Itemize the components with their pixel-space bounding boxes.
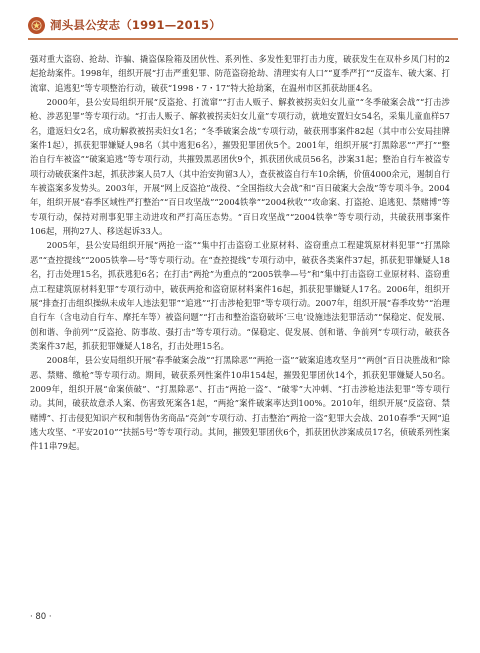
header-divider	[28, 38, 458, 40]
running-header	[28, 12, 458, 38]
paragraph-2005: 2005年，县公安局组织开展“两抢一盗”“集中打击盗窃工业原材料、盗窃重点工程建筑原材料犯罪”“打黑除恶”“查控提线”“2005铁拳—号”等专项行动。在“查控提线”专项行动中，破获各类案件37起，抓获犯罪嫌疑人18名，打击处理15名，抓获逃犯6名；在打击“两抢”为重点的“2005铁拳—号”和“集中打击盗窃工业原材料、盗窃重点工程建筑原材料犯罪”专项行动中，破获两抢和盗窃原材料案件16起，抓获犯罪嫌疑人17名。2006年，组织开展“排查打击组织操纵未成年人违法犯罪”“追逃”“打击涉枪犯罪”等专项行动。2007年，组织开展“春季攻势”“治理自行车（含电动自行车、摩托车等）被盗问题”“打击和整治盗窃破坏‘三电’设施违法犯罪活动”“保稳定、促发展、创和谐、争前列”“反盗抢、防事故、强打击”等专项行动。“保稳定、促发展、创和谐、争前列”专项行动，破获各类案件37起，抓获犯罪嫌疑人18名，打击处理15名。	[30, 240, 450, 351]
paragraph-continued: 强对重大盗窃、抢劫、诈骗、撬盗保险箱及团伙性、系列性、多发性犯罪打击力度，破获发生在双朴乡凤门村的2起抢劫案件。1998年，组织开展“打击严重犯罪、防范盗窃抢劫、清理实有人口”“夏季严打”“反盗车、破大案、打流窜、追逃犯”等专项整治行动，破获“1998・7・17”特大抢劫案，在温州市区抓获劫匪4名。	[30, 54, 450, 93]
paragraph-2008: 2008年，县公安局组织开展“春季破案会战”“打黑除恶”“两抢一盗”“破案追逃攻坚月”“两创”百日决胜战和“除恶、禁赌、缴枪”等专项行动。期间，破获系列性案件10串154起，摧毁犯罪团伙14个，抓获犯罪嫌疑人50名。2009年，组织开展“命案侦破”、“打黑除恶”、打击“两抢一盗”、“破零”大冲刺、“打击涉枪违法犯罪”等专项行动。其间，破获故意杀人案、伤害致死案各1起，“两抢”案件破案率达到100%。2010年，组织开展“反盗窃、禁赌博”、打击侵犯知识产权和制售伪劣商品“亮剑”专项行动、打击整治“两抢一盗”犯罪大会战、2010春季“天网”追逃大攻坚、“平安2010”“扶摇5号”等专项行动。其间，摧毁犯罪团伙6个，抓获团伙涉案成员17名，侦破系列性案件11串79起。	[30, 355, 450, 452]
page-number: · 80 ·	[30, 612, 52, 622]
paragraph-2000: 2000年，县公安局组织开展“反盗抢、打流窜”“打击人贩子、解救被拐卖妇女儿童”“冬季破案会战”“打击涉枪、涉恶犯罪”等专项行动。“打击人贩子、解救被拐卖妇女儿童”专项行动，就地安置妇女54名，采集儿童血样57名，遣返妇女2名，成功解救被拐卖妇女1名；“冬季破案会战”专项行动，破获刑事案件82起（其中市公安局挂牌案件1起），抓获犯罪嫌疑人98名（其中逃犯6名），摧毁犯罪团伙5个。2001年，组织开展“打黑除恶”“严打”“整治自行车被盗”“破案追逃”等专项行动，共摧毁黑恶团伙9个，抓获团伙成员56名，涉案31起；整治自行车被盗专项行动破获案件3起，抓获涉案人员7人（其中治安拘留3人），查获被盗自行车10余辆，价值4000余元，遏制自行车被盗案多发势头。2003年，开展“网上反盗抢”战役、“全国指纹大会战”和“百日破案大会战”等专项斗争。2004年，组织开展“春季区域性严打整治”“百日攻坚战”“2004铁拳”“2004秋收”“攻命案、打盗抢、追逃犯、禁赌博”等专项行动，保持对刑事犯罪主动进攻和严打高压态势。“百日攻坚战”“2004铁拳”等专项行动，共破获刑事案件106起，刑拘27人、移送起诉33人。	[30, 97, 450, 237]
main-text	[30, 52, 450, 454]
book-title: 洞头县公安志（1991—2015）	[50, 18, 221, 32]
police-emblem-icon	[28, 17, 45, 34]
